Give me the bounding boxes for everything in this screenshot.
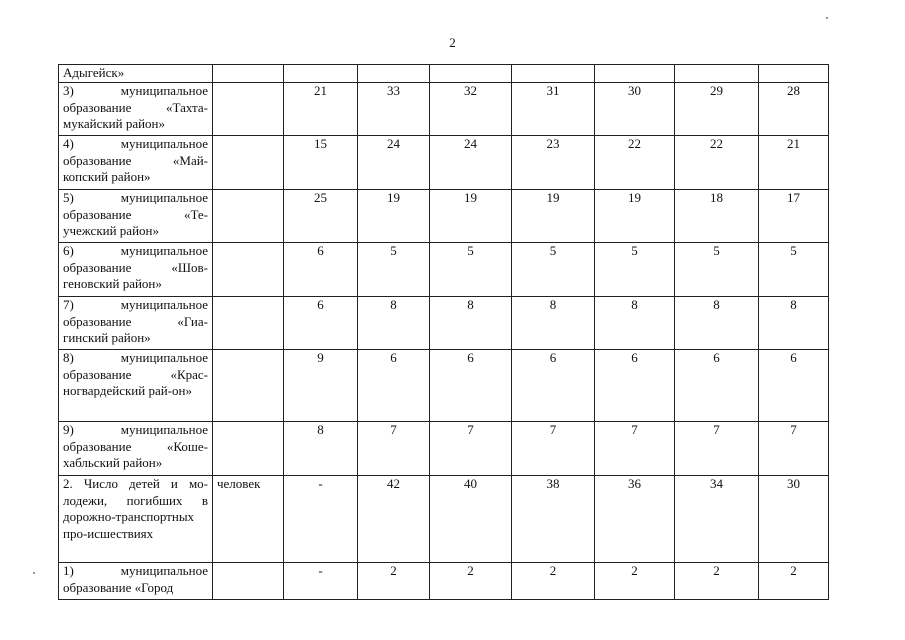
- table-row: [59, 65, 829, 83]
- value-cell: 2: [512, 563, 595, 600]
- value-cell: 24: [358, 136, 430, 190]
- value-cell: [284, 65, 358, 83]
- value-cell: 36: [595, 476, 675, 563]
- row-name: 4) муниципальное образование «Май-копский район»: [59, 136, 213, 190]
- row-unit: [213, 563, 284, 600]
- value-cell: 6: [284, 243, 358, 297]
- row-unit: человек: [213, 476, 284, 563]
- row-name: 6) муниципальное образование «Шов-геновский район»: [59, 243, 213, 297]
- value-cell: 6: [284, 297, 358, 350]
- value-cell: 19: [358, 190, 430, 243]
- value-cell: [512, 65, 595, 83]
- value-cell: 8: [284, 422, 358, 476]
- value-cell: 19: [430, 190, 512, 243]
- row-unit: [213, 422, 284, 476]
- value-cell: 38: [512, 476, 595, 563]
- value-cell: 2: [595, 563, 675, 600]
- value-cell: 2: [759, 563, 829, 600]
- value-cell: 6: [675, 350, 759, 422]
- value-cell: [675, 65, 759, 83]
- value-cell: 22: [595, 136, 675, 190]
- value-cell: 18: [675, 190, 759, 243]
- value-cell: 2: [430, 563, 512, 600]
- value-cell: 7: [358, 422, 430, 476]
- table-row: [59, 136, 829, 190]
- value-cell: 6: [512, 350, 595, 422]
- value-cell: 17: [759, 190, 829, 243]
- row-name: 2. Число детей и мо-лодежи, погибших в дорожно-транспортных про-исшествиях: [59, 476, 213, 563]
- value-cell: [358, 65, 430, 83]
- row-unit: [213, 190, 284, 243]
- value-cell: 8: [675, 297, 759, 350]
- value-cell: 40: [430, 476, 512, 563]
- value-cell: 32: [430, 83, 512, 136]
- row-unit: [213, 243, 284, 297]
- value-cell: 31: [512, 83, 595, 136]
- value-cell: 8: [358, 297, 430, 350]
- value-cell: 6: [358, 350, 430, 422]
- value-cell: -: [284, 563, 358, 600]
- value-cell: 9: [284, 350, 358, 422]
- value-cell: 5: [358, 243, 430, 297]
- row-unit: [213, 65, 284, 83]
- value-cell: 21: [759, 136, 829, 190]
- value-cell: 34: [675, 476, 759, 563]
- value-cell: 24: [430, 136, 512, 190]
- value-cell: 5: [595, 243, 675, 297]
- row-unit: [213, 297, 284, 350]
- value-cell: 7: [512, 422, 595, 476]
- row-name: 3) муниципальное образование «Тахта-мукайский район»: [59, 83, 213, 136]
- value-cell: -: [284, 476, 358, 563]
- value-cell: 8: [512, 297, 595, 350]
- row-name: 9) муниципальное образование «Коше-хабльский район»: [59, 422, 213, 476]
- table-row: [59, 297, 829, 350]
- table-row: [59, 563, 829, 600]
- table-row: [59, 476, 829, 563]
- value-cell: 8: [430, 297, 512, 350]
- table-row: [59, 83, 829, 136]
- page-number: 2: [449, 35, 456, 50]
- value-cell: 33: [358, 83, 430, 136]
- value-cell: 5: [675, 243, 759, 297]
- value-cell: 7: [675, 422, 759, 476]
- value-cell: [595, 65, 675, 83]
- value-cell: 15: [284, 136, 358, 190]
- value-cell: 19: [512, 190, 595, 243]
- value-cell: 6: [595, 350, 675, 422]
- value-cell: 28: [759, 83, 829, 136]
- row-name: 1) муниципальное образование «Город: [59, 563, 213, 600]
- row-unit: [213, 136, 284, 190]
- value-cell: 6: [430, 350, 512, 422]
- value-cell: 19: [595, 190, 675, 243]
- value-cell: 7: [430, 422, 512, 476]
- value-cell: 42: [358, 476, 430, 563]
- row-unit: [213, 83, 284, 136]
- value-cell: 5: [430, 243, 512, 297]
- value-cell: 2: [358, 563, 430, 600]
- table-body: [59, 65, 829, 600]
- value-cell: [430, 65, 512, 83]
- row-name: 8) муниципальное образование «Крас-ногвардейский рай-он»: [59, 350, 213, 422]
- value-cell: 21: [284, 83, 358, 136]
- value-cell: [759, 65, 829, 83]
- value-cell: 7: [759, 422, 829, 476]
- row-name: 5) муниципальное образование «Те-учежский район»: [59, 190, 213, 243]
- table-row: [59, 422, 829, 476]
- value-cell: 29: [675, 83, 759, 136]
- value-cell: 23: [512, 136, 595, 190]
- value-cell: 7: [595, 422, 675, 476]
- value-cell: 5: [759, 243, 829, 297]
- scan-speck: [826, 17, 828, 19]
- value-cell: 8: [595, 297, 675, 350]
- indicators-table: [58, 64, 829, 600]
- table-row: [59, 350, 829, 422]
- value-cell: 5: [512, 243, 595, 297]
- value-cell: 22: [675, 136, 759, 190]
- value-cell: 2: [675, 563, 759, 600]
- row-unit: [213, 350, 284, 422]
- value-cell: 8: [759, 297, 829, 350]
- scan-speck: [33, 572, 35, 574]
- value-cell: 25: [284, 190, 358, 243]
- row-name: 7) муниципальное образование «Гиа-гинский район»: [59, 297, 213, 350]
- value-cell: 30: [759, 476, 829, 563]
- table-row: [59, 243, 829, 297]
- row-name: Адыгейск»: [59, 65, 213, 83]
- value-cell: 6: [759, 350, 829, 422]
- value-cell: 30: [595, 83, 675, 136]
- table-row: [59, 190, 829, 243]
